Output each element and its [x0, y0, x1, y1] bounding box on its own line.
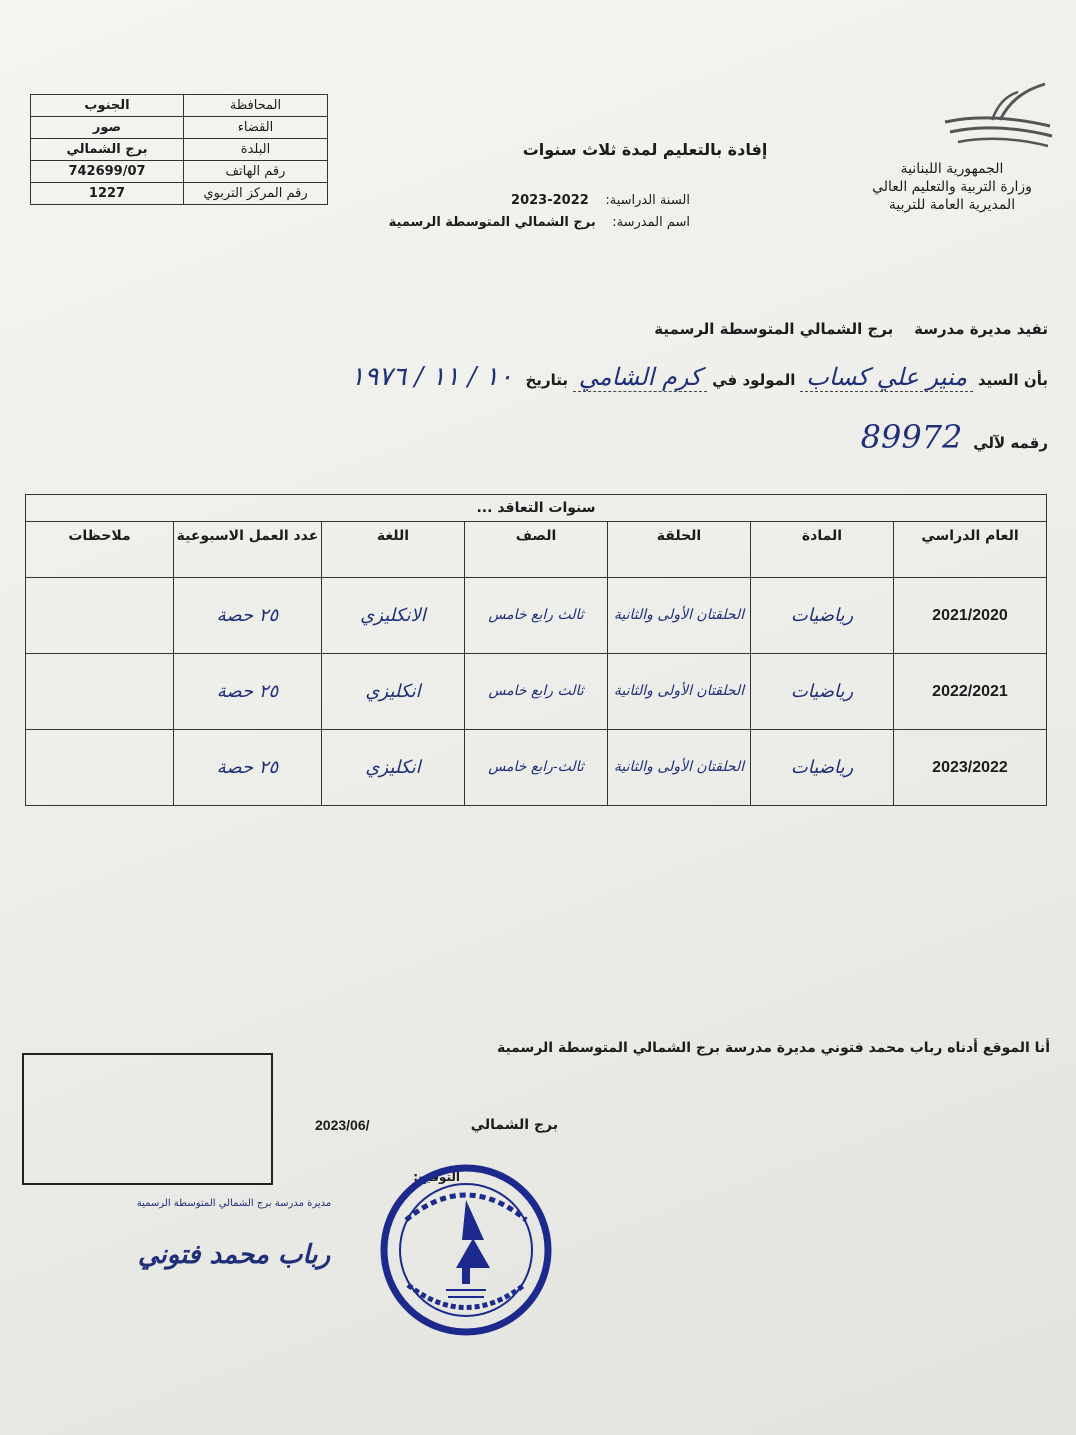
signature-box [22, 1053, 273, 1185]
year-label: السنة الدراسية: [605, 193, 690, 208]
cycle-cell: الحلقتان الأولى والثانية [608, 578, 751, 654]
person-name: منير علي كساب [800, 363, 973, 392]
info-value: الجنوب [31, 95, 184, 117]
hours-cell: ٢٥ حصة [174, 578, 322, 654]
info-value: 1227 [31, 183, 184, 205]
school-label: اسم المدرسة: [612, 215, 690, 230]
info-label: رقم المركز التربوي [184, 183, 328, 205]
statement-school: برج الشمالي المتوسطة الرسمية [654, 320, 894, 338]
language-cell: الانكليزي [322, 578, 465, 654]
info-label: البلدة [184, 139, 328, 161]
grade-cell: ثالث رابع خامس [465, 654, 608, 730]
subject-cell: رياضيات [751, 578, 894, 654]
cycle-cell: الحلقتان الأولى والثانية [608, 730, 751, 806]
subject-cell: رياضيات [751, 730, 894, 806]
grade-cell: ثالث رابع خامس [465, 578, 608, 654]
info-row [31, 117, 328, 139]
table-caption: سنوات التعاقد ... [26, 495, 1047, 522]
year-cell: 2023/2022 [894, 730, 1047, 806]
signatory-line: أنا الموقع أدناه رباب محمد فتوني مديرة مدرسة برج الشمالي المتوسطة الرسمية [496, 1040, 1050, 1056]
hours-cell: ٢٥ حصة [174, 730, 322, 806]
header-cell: اللغة [322, 522, 465, 578]
republic-text: الجمهورية اللبنانية [900, 161, 1004, 177]
year-cell: 2021/2020 [894, 578, 1047, 654]
header-cell: الحلقة [608, 522, 751, 578]
info-value: صور [31, 117, 184, 139]
info-value: برج الشمالي [31, 139, 184, 161]
issuer-block [860, 160, 1044, 214]
official-seal-icon [376, 1160, 556, 1340]
ministry-text: وزارة التربية والتعليم العالي [872, 179, 1032, 195]
born-label: المولود في [712, 371, 796, 389]
date-text: 2023/06/ [315, 1117, 370, 1133]
info-row [31, 95, 328, 117]
statement-line-2 [150, 362, 1048, 392]
signature-label: التوقيع: [413, 1170, 460, 1184]
grade-cell: ثالث-رابع خامس [465, 730, 608, 806]
language-cell: انكليزي [322, 730, 465, 806]
ref-value: 89972 [860, 418, 963, 456]
statement-prefix: تفيد مديرة مدرسة [914, 320, 1048, 338]
header-cell: المادة [751, 522, 894, 578]
info-row [31, 183, 328, 205]
ministry-logo-icon [940, 82, 1055, 152]
info-label: القضاء [184, 117, 328, 139]
ref-label: رقمه لآلي [973, 434, 1048, 452]
statement-line-1 [600, 320, 1048, 338]
table-header-row [26, 522, 1047, 578]
birth-date: ١٠ / ١١ / ١٩٧٦ [350, 362, 513, 392]
year-value: 2022-2023 [511, 193, 589, 208]
hours-cell: ٢٥ حصة [174, 654, 322, 730]
info-row [31, 161, 328, 183]
document-title: إفادة بالتعليم لمدة ثلاث سنوات [522, 140, 768, 159]
directorate-text: المديرية العامة للتربية [888, 197, 1016, 213]
place-text: برج الشمالي [470, 1117, 558, 1133]
notes-cell [26, 730, 174, 806]
director-stamp-name: رباب محمد فتوني [137, 1240, 331, 1270]
info-value: 742699/07 [31, 161, 184, 183]
header-cell: العام الدراسي [894, 522, 1047, 578]
contract-years-table [25, 494, 1047, 806]
table-row [26, 578, 1047, 654]
date-label: بتاريخ [525, 371, 568, 389]
info-label: المحافظة [184, 95, 328, 117]
statement-line-3 [800, 418, 1048, 456]
school-value: برج الشمالي المتوسطة الرسمية [388, 215, 596, 230]
info-table [30, 94, 328, 205]
info-label: رقم الهاتف [184, 161, 328, 183]
birthplace: كرم الشامي [573, 363, 708, 392]
table-row [26, 730, 1047, 806]
header-cell: الصف [465, 522, 608, 578]
info-row [31, 139, 328, 161]
year-cell: 2022/2021 [894, 654, 1047, 730]
header-cell: عدد العمل الاسبوعية [174, 522, 322, 578]
director-stamp-title: مديرة مدرسة برج الشمالي المتوسطة الرسمية [136, 1198, 332, 1209]
subject-cell: رياضيات [751, 654, 894, 730]
mister-label: بأن السيد [977, 371, 1048, 389]
notes-cell [26, 578, 174, 654]
header-cell: ملاحظات [26, 522, 174, 578]
language-cell: انكليزي [322, 654, 465, 730]
cycle-cell: الحلقتان الأولى والثانية [608, 654, 751, 730]
school-year-block [360, 190, 690, 234]
table-row [26, 654, 1047, 730]
notes-cell [26, 654, 174, 730]
